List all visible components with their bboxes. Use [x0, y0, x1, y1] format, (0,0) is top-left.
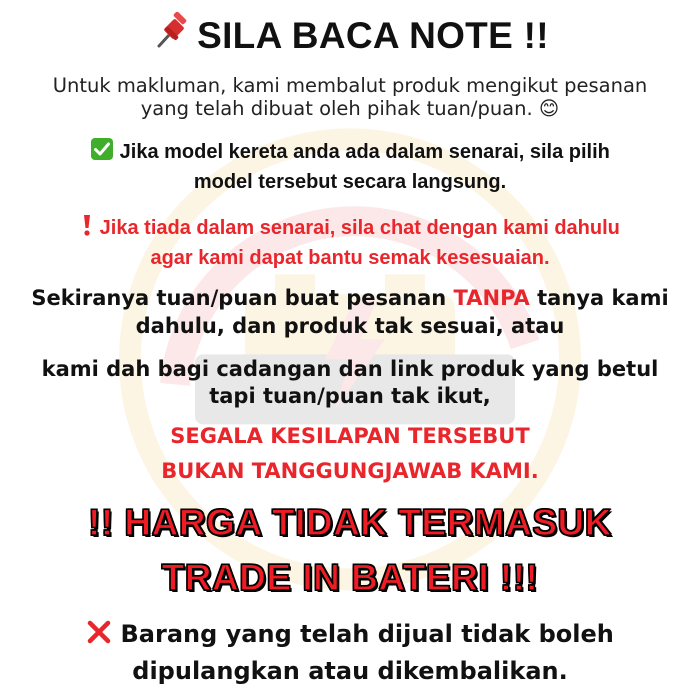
body-2-line-1: kami dah bagi cadangan dan link produk yang betul	[41, 357, 659, 381]
check-note-line-2: model tersebut secara langsung.	[193, 171, 507, 193]
cross-mark-icon	[86, 619, 112, 654]
warning-note-line-1: Jika tiada dalam senarai, sila chat dengan kami dahulu	[99, 217, 620, 239]
title-text: SILA BACA NOTE !!	[197, 15, 549, 56]
check-mark-icon	[90, 137, 114, 169]
page-title	[0, 12, 700, 61]
body-paragraph-2	[0, 356, 700, 410]
body-2-line-2: tapi tuan/puan tak ikut,	[209, 384, 491, 408]
body-1-highlight: TANPA	[453, 286, 530, 310]
body-1-line-2: dahulu, dan produk tak sesuai, atau	[135, 314, 565, 338]
intro-line-1: Untuk makluman, kami membalut produk mengikut pesanan	[52, 74, 648, 97]
intro-text	[0, 74, 700, 120]
pushpin-icon	[151, 12, 191, 61]
final-note-line-1: Barang yang telah dijual tidak boleh	[120, 620, 614, 648]
price-notice-line-2: TRADE IN BATERI !!!	[161, 557, 539, 598]
check-note-line-1: Jika model kereta anda ada dalam senarai, sila pilih	[119, 141, 610, 163]
price-notice-line-1: !! HARGA TIDAK TERMASUK	[88, 502, 612, 543]
warning-note-line-2: agar kami dapat bantu semak kesesuaian.	[150, 247, 550, 269]
exclamation-icon	[80, 213, 94, 245]
body-paragraph-1	[0, 284, 700, 340]
check-note	[0, 137, 700, 196]
red-line-1: SEGALA KESILAPAN TERSEBUT	[170, 424, 530, 448]
warning-note	[0, 213, 700, 272]
final-note	[0, 617, 700, 688]
body-1-line-1-before: Sekiranya tuan/puan buat pesanan	[31, 286, 454, 310]
body-1-line-1-after: tanya kami	[529, 286, 669, 310]
red-line-2: BUKAN TANGGUNGJAWAB KAMI.	[161, 459, 539, 483]
intro-line-2: yang telah dibuat oleh pihak tuan/puan. 😊	[140, 97, 560, 120]
final-note-line-2: dipulangkan atau dikembalikan.	[132, 657, 568, 685]
